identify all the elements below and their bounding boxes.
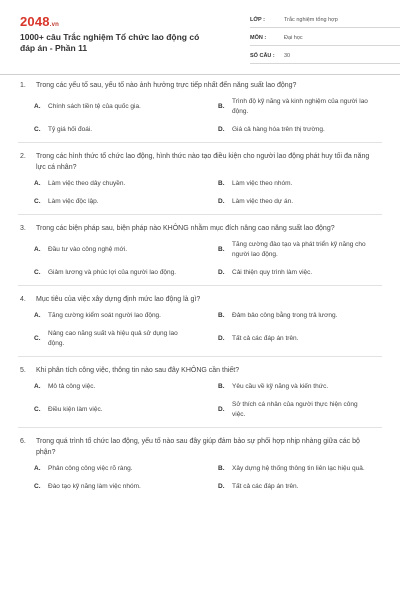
- option-row-gap: [18, 392, 198, 400]
- answer-options: [18, 240, 382, 278]
- option-row-gap: [202, 260, 382, 268]
- option-letter: D.: [218, 126, 225, 133]
- option-row-gap: [18, 474, 198, 482]
- option-letter: B.: [218, 312, 225, 319]
- option-letter: B.: [218, 180, 225, 187]
- question-number: 1.: [20, 82, 26, 89]
- option-text: Làm việc theo dây chuyền.: [48, 180, 126, 187]
- answer-option[interactable]: [18, 329, 198, 349]
- question-item: [18, 151, 382, 207]
- answer-option[interactable]: [202, 482, 382, 492]
- question-text: Trong các biện pháp sau, biện pháp nào KHÔNG nhằm mục đích nâng cao năng suất lao động?: [36, 225, 335, 232]
- option-text: Tăng cường đào tạo và phát triển kỹ năng cho người lao động.: [232, 241, 366, 258]
- question-divider: [18, 356, 382, 357]
- answer-option[interactable]: [18, 382, 198, 392]
- option-letter: B.: [218, 383, 225, 390]
- option-text: Làm việc độc lập.: [48, 198, 99, 205]
- option-letter: B.: [218, 246, 225, 253]
- answer-option[interactable]: [18, 464, 198, 474]
- answer-options: [18, 97, 382, 135]
- question-number: 5.: [20, 367, 26, 374]
- answer-option[interactable]: [18, 97, 198, 117]
- option-letter: C.: [34, 198, 41, 205]
- answer-option[interactable]: [202, 400, 382, 420]
- question-text: Trong các hình thức tổ chức lao động, hình thức nào tạo điều kiện cho người lao động phát huy tối đa năng lực cá nhân?: [36, 153, 370, 171]
- option-row-gap: [202, 392, 382, 400]
- question-number: 6.: [20, 438, 26, 445]
- option-text: Đảm bảo công bằng trong trả lương.: [232, 312, 338, 319]
- option-row-gap: [18, 321, 198, 329]
- question-number: 3.: [20, 225, 26, 232]
- question-divider: [18, 142, 382, 143]
- option-row-gap: [202, 474, 382, 482]
- option-text: Mô tả công việc.: [48, 383, 96, 390]
- site-logo[interactable]: [20, 14, 59, 29]
- option-text: Tất cả các đáp án trên.: [232, 483, 299, 490]
- option-text: Nâng cao năng suất và hiệu quả sử dụng lao động.: [48, 330, 178, 347]
- question-item: [18, 365, 382, 420]
- option-letter: D.: [218, 269, 225, 276]
- option-text: Phân công công việc rõ ràng.: [48, 465, 133, 472]
- question-stem: [18, 365, 382, 376]
- question-stem: [18, 80, 382, 91]
- answer-option[interactable]: [202, 179, 382, 189]
- question-text: Trong quá trình tổ chức lao động, yếu tố nào sau đây giúp đảm bảo sự phối hợp nhịp nhàng giữa các bộ phận?: [36, 438, 360, 456]
- option-letter: B.: [218, 465, 225, 472]
- document-meta: [250, 12, 400, 66]
- option-row-gap: [202, 117, 382, 125]
- question-stem: [18, 294, 382, 305]
- option-row-gap: [202, 189, 382, 197]
- option-letter: C.: [34, 126, 41, 133]
- option-row-gap: [18, 117, 198, 125]
- option-letter: A.: [34, 383, 41, 390]
- answer-option[interactable]: [18, 179, 198, 189]
- option-letter: D.: [218, 483, 225, 490]
- question-item: [18, 223, 382, 278]
- answer-option[interactable]: [202, 329, 382, 349]
- question-divider: [18, 214, 382, 215]
- option-text: Sở thích cá nhân của người thực hiện công việc.: [232, 401, 358, 418]
- question-stem: [18, 223, 382, 234]
- answer-option[interactable]: [18, 311, 198, 321]
- question-text: Trong các yếu tố sau, yếu tố nào ảnh hưởng trực tiếp nhất đến năng suất lao động?: [36, 82, 297, 89]
- answer-option[interactable]: [18, 125, 198, 135]
- question-text: Khi phân tích công việc, thông tin nào sau đây KHÔNG cần thiết?: [36, 367, 240, 374]
- question-item: [18, 436, 382, 492]
- option-letter: A.: [34, 312, 41, 319]
- page-header: [18, 0, 382, 72]
- answer-option[interactable]: [18, 482, 198, 492]
- meta-row-class: [250, 12, 400, 28]
- meta-label: LỚP :: [250, 16, 265, 23]
- option-letter: A.: [34, 465, 41, 472]
- option-text: Tỷ giá hối đoái.: [48, 126, 93, 133]
- option-text: Tăng cường kiểm soát người lao động.: [48, 312, 161, 319]
- question-stem: [18, 436, 382, 458]
- option-letter: C.: [34, 335, 41, 342]
- option-text: Giảm lương và phúc lợi của người lao động.: [48, 269, 177, 276]
- answer-option[interactable]: [202, 125, 382, 135]
- option-letter: C.: [34, 483, 41, 490]
- option-text: Cải thiện quy trình làm việc.: [232, 269, 313, 276]
- option-letter: D.: [218, 406, 225, 413]
- meta-row-count: [250, 48, 400, 64]
- answer-option[interactable]: [202, 311, 382, 321]
- option-letter: D.: [218, 335, 225, 342]
- option-text: Điều kiện làm việc.: [48, 406, 103, 413]
- option-letter: C.: [34, 406, 41, 413]
- meta-label: MÔN :: [250, 34, 267, 41]
- question-list: [18, 80, 382, 492]
- option-letter: C.: [34, 269, 41, 276]
- option-letter: A.: [34, 180, 41, 187]
- answer-options: [18, 179, 382, 207]
- question-number: 2.: [20, 153, 26, 160]
- option-text: Giá cả hàng hóa trên thị trường.: [232, 126, 325, 133]
- answer-option[interactable]: [202, 97, 382, 117]
- option-text: Đầu tư vào công nghệ mới.: [48, 246, 128, 253]
- document-title: 1000+ câu Trắc nghiệm Tổ chức lao động có đáp án - Phần 11: [20, 32, 200, 53]
- answer-options: [18, 382, 382, 420]
- question-number: 4.: [20, 296, 26, 303]
- logo-main-text: 2048: [20, 14, 50, 29]
- question-item: [18, 80, 382, 135]
- meta-value: 30: [284, 52, 291, 59]
- meta-label: SỐ CÂU :: [250, 52, 275, 59]
- option-letter: A.: [34, 103, 41, 110]
- option-text: Làm việc theo nhóm.: [232, 180, 293, 187]
- question-divider: [18, 285, 382, 286]
- meta-value: Trắc nghiệm tổng hợp: [284, 16, 338, 23]
- option-text: Đào tạo kỹ năng làm việc nhóm.: [48, 483, 141, 490]
- answer-option[interactable]: [202, 382, 382, 392]
- question-text: Mục tiêu của việc xây dựng định mức lao động là gì?: [36, 296, 201, 303]
- logo-suffix-text: .vn: [49, 22, 60, 28]
- option-text: Chính sách tiền tệ của quốc gia.: [48, 103, 141, 110]
- answer-options: [18, 464, 382, 492]
- question-divider: [18, 427, 382, 428]
- answer-option[interactable]: [202, 464, 382, 474]
- answer-option[interactable]: [202, 240, 382, 260]
- option-text: Xây dựng hệ thống thông tin liên lạc hiệu quả.: [232, 465, 365, 472]
- option-letter: D.: [218, 198, 225, 205]
- option-letter: A.: [34, 246, 41, 253]
- option-text: Yêu cầu về kỹ năng và kiến thức.: [232, 383, 329, 390]
- meta-row-subject: [250, 30, 400, 46]
- meta-value: Đại học: [284, 34, 303, 41]
- answer-options: [18, 311, 382, 349]
- option-row-gap: [18, 260, 198, 268]
- answer-option[interactable]: [18, 240, 198, 260]
- question-stem: [18, 151, 382, 173]
- answer-option[interactable]: [202, 197, 382, 207]
- header-divider: [0, 74, 400, 75]
- option-row-gap: [202, 321, 382, 329]
- answer-option[interactable]: [18, 197, 198, 207]
- option-text: Làm việc theo dự án.: [232, 198, 294, 205]
- option-text: Trình độ kỹ năng và kinh nghiệm của người lao động.: [232, 98, 368, 115]
- answer-option[interactable]: [18, 268, 198, 278]
- option-text: Tất cả các đáp án trên.: [232, 335, 299, 342]
- answer-option[interactable]: [202, 268, 382, 278]
- answer-option[interactable]: [18, 400, 198, 420]
- option-letter: B.: [218, 103, 225, 110]
- option-row-gap: [18, 189, 198, 197]
- question-item: [18, 294, 382, 349]
